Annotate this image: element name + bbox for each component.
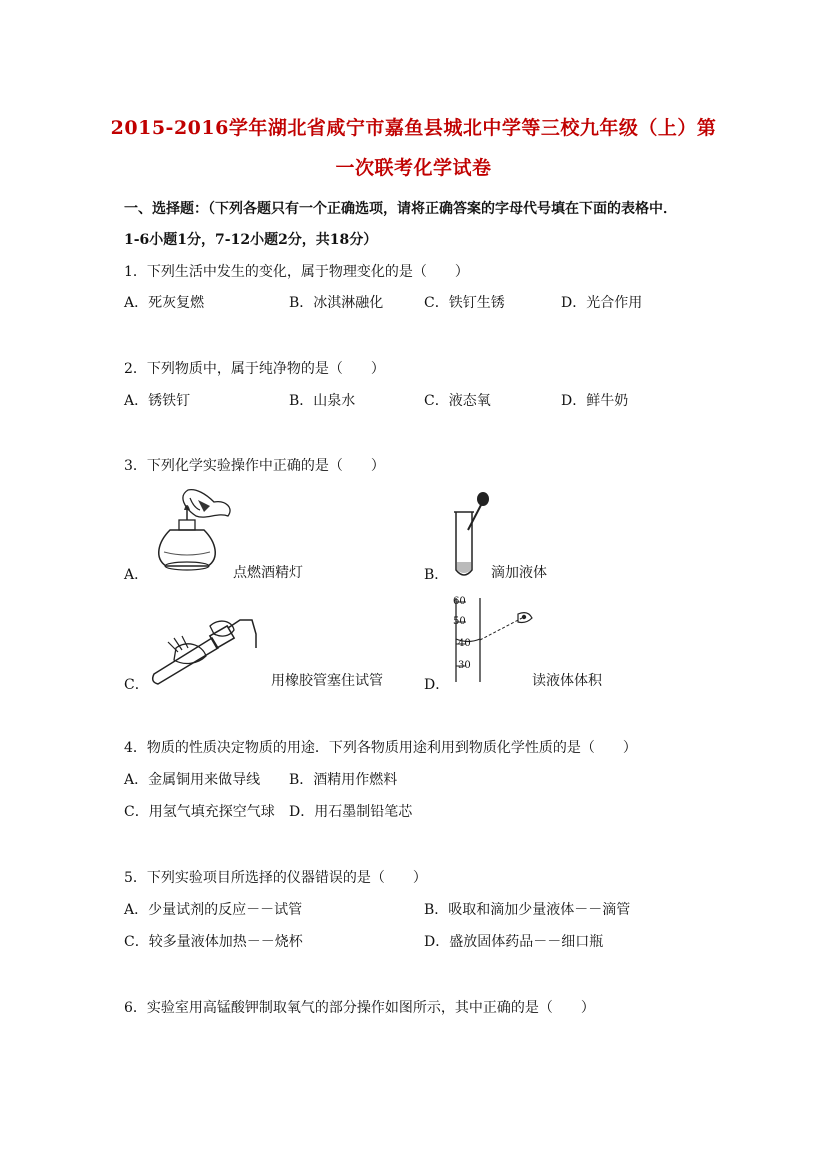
question-6-stem: 6．实验室用高锰酸钾制取氧气的部分操作如图所示，其中正确的是（ ）: [124, 1000, 595, 1016]
question-3-option-c: C．: [124, 677, 149, 693]
question-1-option-c: C．铁钉生锈: [424, 295, 505, 311]
question-2-stem: 2．下列物质中，属于纯净物的是（ ）: [124, 361, 385, 377]
question-2-option-a: A．锈铁钉: [124, 393, 191, 409]
question-3-caption-a: 点燃酒精灯: [233, 565, 303, 581]
question-1-option-d: D．光合作用: [561, 295, 643, 311]
question-1-option-a: A．死灰复燃: [124, 295, 205, 311]
alcohol-lamp-lighting-figure: [148, 486, 238, 578]
dropper-test-tube-figure: [448, 490, 496, 580]
cylinder-tick-50: 50: [453, 616, 466, 627]
section-heading-line1: 一、选择题：（下列各题只有一个正确选项，请将正确答案的字母代号填在下面的表格中．: [124, 201, 677, 217]
question-3-stem: 3．下列化学实验操作中正确的是（ ）: [124, 458, 385, 474]
cylinder-tick-30: 30: [458, 660, 471, 671]
question-3-option-d: D．: [424, 677, 450, 693]
question-2-option-c: C．液态氧: [424, 393, 491, 409]
question-1-stem: 1．下列生活中发生的变化，属于物理变化的是（ ）: [124, 264, 469, 280]
question-4-option-b: B．酒精用作燃料: [289, 772, 398, 788]
question-4-stem: 4．物质的性质决定物质的用途．下列各物质用途利用到物质化学性质的是（ ）: [124, 740, 637, 756]
question-3-caption-d: 读液体体积: [532, 673, 602, 689]
question-5-option-b: B．吸取和滴加少量液体－－滴管: [424, 902, 631, 918]
rubber-stopper-test-tube-figure: [148, 604, 266, 688]
question-5-option-d: D．盛放固体药品－－细口瓶: [424, 934, 604, 950]
question-1-option-b: B．冰淇淋融化: [289, 295, 384, 311]
exam-title-line2: 一次联考化学试卷: [335, 157, 492, 179]
question-4-option-a: A．金属铜用来做导线: [124, 772, 261, 788]
question-5-option-c: C．较多量液体加热－－烧杯: [124, 934, 303, 950]
cylinder-tick-60: 60: [453, 596, 466, 607]
question-4-option-c: C．用氢气填充探空气球: [124, 804, 275, 820]
question-3-caption-b: 滴加液体: [491, 565, 547, 581]
question-2-option-d: D．鲜牛奶: [561, 393, 629, 409]
cylinder-tick-40: 40: [458, 638, 471, 649]
question-4-option-d: D．用石墨制铅笔芯: [289, 804, 413, 820]
section-heading-line2: 1-6小题1分，7-12小题2分，共18分）: [124, 232, 378, 248]
question-3-option-b: B．: [424, 567, 449, 583]
exam-title-line1: 2015-2016学年湖北省咸宁市嘉鱼县城北中学等三校九年级（上）第: [110, 117, 717, 139]
question-3-caption-c: 用橡胶管塞住试管: [271, 673, 383, 689]
question-3-option-a: A．: [124, 567, 149, 583]
question-5-stem: 5．下列实验项目所选择的仪器错误的是（ ）: [124, 870, 427, 886]
question-5-option-a: A．少量试剂的反应－－试管: [124, 902, 303, 918]
question-2-option-b: B．山泉水: [289, 393, 356, 409]
